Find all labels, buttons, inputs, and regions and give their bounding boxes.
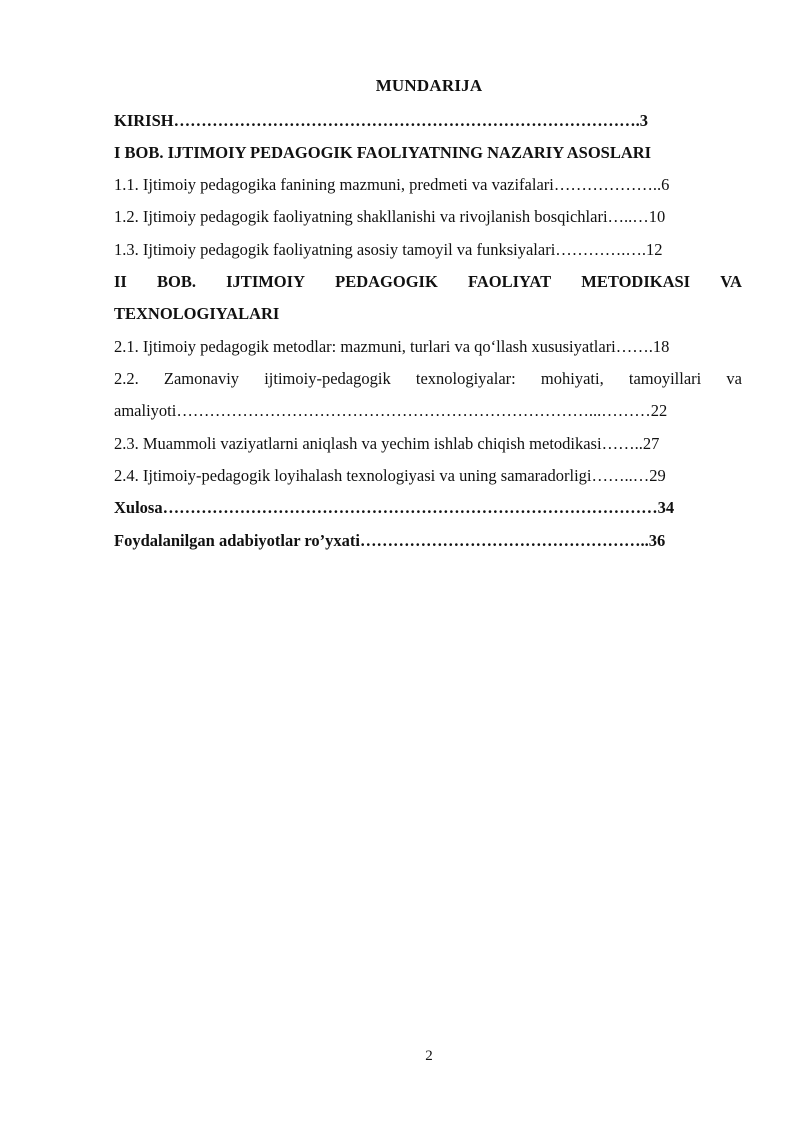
toc-entry-2-2-line-1 <box>114 368 742 390</box>
page-number: 2 <box>425 1048 433 1064</box>
toc-chapter-2-word: PEDAGOGIK <box>335 272 438 291</box>
toc-entry-adabiyotlar: Foydalanilgan adabiyotlar ro’yxati……………………………………………..36 <box>114 531 666 550</box>
toc-chapter-2-word: VA <box>720 272 742 291</box>
toc-entry-1-1: 1.1. Ijtimoiy pedagogika fanining mazmuni, predmeti va vazifalari………………..6 <box>114 175 670 194</box>
toc-chapter-2-line-2: TEXNOLOGIYALARI <box>114 304 280 323</box>
toc-entry-2-3: 2.3. Muammoli vaziyatlarni aniqlash va yechim ishlab chiqish metodikasi……..27 <box>114 434 660 453</box>
toc-entry-2-4: 2.4. Ijtimoiy-pedagogik loyihalash texnologiyasi va uning samaradorligi……..…29 <box>114 466 666 485</box>
toc-entry-1-3: 1.3. Ijtimoiy pedagogik faoliyatning asosiy tamoyil va funksiyalari………….….12 <box>114 240 663 259</box>
toc-entry-2-2-word: texnologiyalar: <box>415 369 516 388</box>
toc-chapter-2-word: BOB. <box>157 272 196 291</box>
toc-entry-2-2-line-2: amaliyoti…………………………………………………………………...………22 <box>114 401 668 420</box>
toc-chapter-2-word: METODIKASI <box>581 272 691 291</box>
toc-chapter-2-word: IJTIMOIY <box>226 272 305 291</box>
toc-chapter-2-word: FAOLIYAT <box>467 272 552 291</box>
toc-entry-2-2-word: Zamonaviy <box>163 369 240 388</box>
toc-entry-2-2-word: tamoyillari <box>628 369 702 388</box>
toc-entry-2-2-word: mohiyati, <box>540 369 604 388</box>
toc-chapter-2-line-1 <box>114 271 742 293</box>
toc-entry-1-2: 1.2. Ijtimoiy pedagogik faoliyatning shakllanishi va rivojlanish bosqichlari…..…10 <box>114 207 666 226</box>
toc-chapter-1: I BOB. IJTIMOIY PEDAGOGIK FAOLIYATNING NAZARIY ASOSLARI <box>114 143 652 162</box>
toc-entry-2-2-word: ijtimoiy-pedagogik <box>264 369 391 388</box>
toc-entry-2-2-word: va <box>726 369 742 388</box>
toc-entry-xulosa: Xulosa………………………………………………………………………………34 <box>114 498 675 517</box>
toc-entry-2-2-word: 2.2. <box>114 369 139 388</box>
toc-entry-2-1: 2.1. Ijtimoiy pedagogik metodlar: mazmuni, turlari va qo‘llash xususiyatlari…….18 <box>114 337 670 356</box>
toc-chapter-2-word: II <box>114 272 127 291</box>
toc-entry-kirish: KIRISH………………………………………………………………………….3 <box>114 111 648 130</box>
page-title: MUNDARIJA <box>375 76 483 95</box>
